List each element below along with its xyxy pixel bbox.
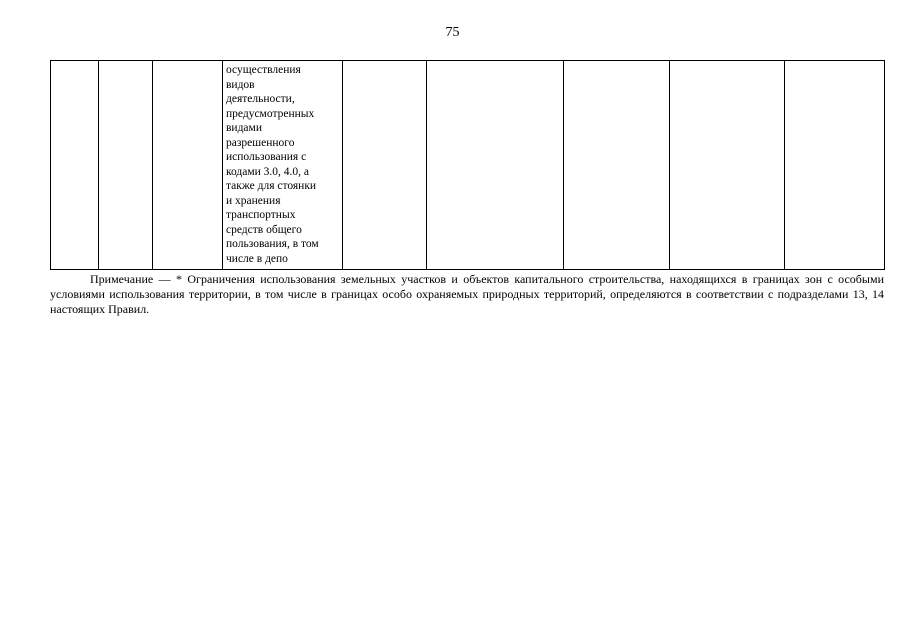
table-cell-1 (51, 61, 99, 270)
footnote-note: Примечание — * Ограничения использования земельных участков и объектов капитального строительства, находящихся в границах зон с особыми условиями использования территории, в том числе в границах особо охраняемых природных территорий, определяются в соответствии с подразделами 13, 14 настоящих Правил. (50, 272, 884, 316)
table-cell-9 (785, 61, 885, 270)
table-cell-land-use-description: осуществления видов деятельности, предусмотренных видами разрешенного использования с кодами 3.0, 4.0, а также для стоянки и хранения транспортных средств общего пользования, в том числе в депо (223, 61, 343, 270)
page-number: 75 (445, 25, 460, 40)
table-row (51, 61, 885, 270)
table-cell-2 (99, 61, 153, 270)
table-cell-3 (153, 61, 223, 270)
table-cell-6 (427, 61, 564, 270)
table-cell-5 (343, 61, 427, 270)
regulations-table (50, 60, 885, 270)
table-cell-7 (564, 61, 670, 270)
table-cell-8 (670, 61, 785, 270)
